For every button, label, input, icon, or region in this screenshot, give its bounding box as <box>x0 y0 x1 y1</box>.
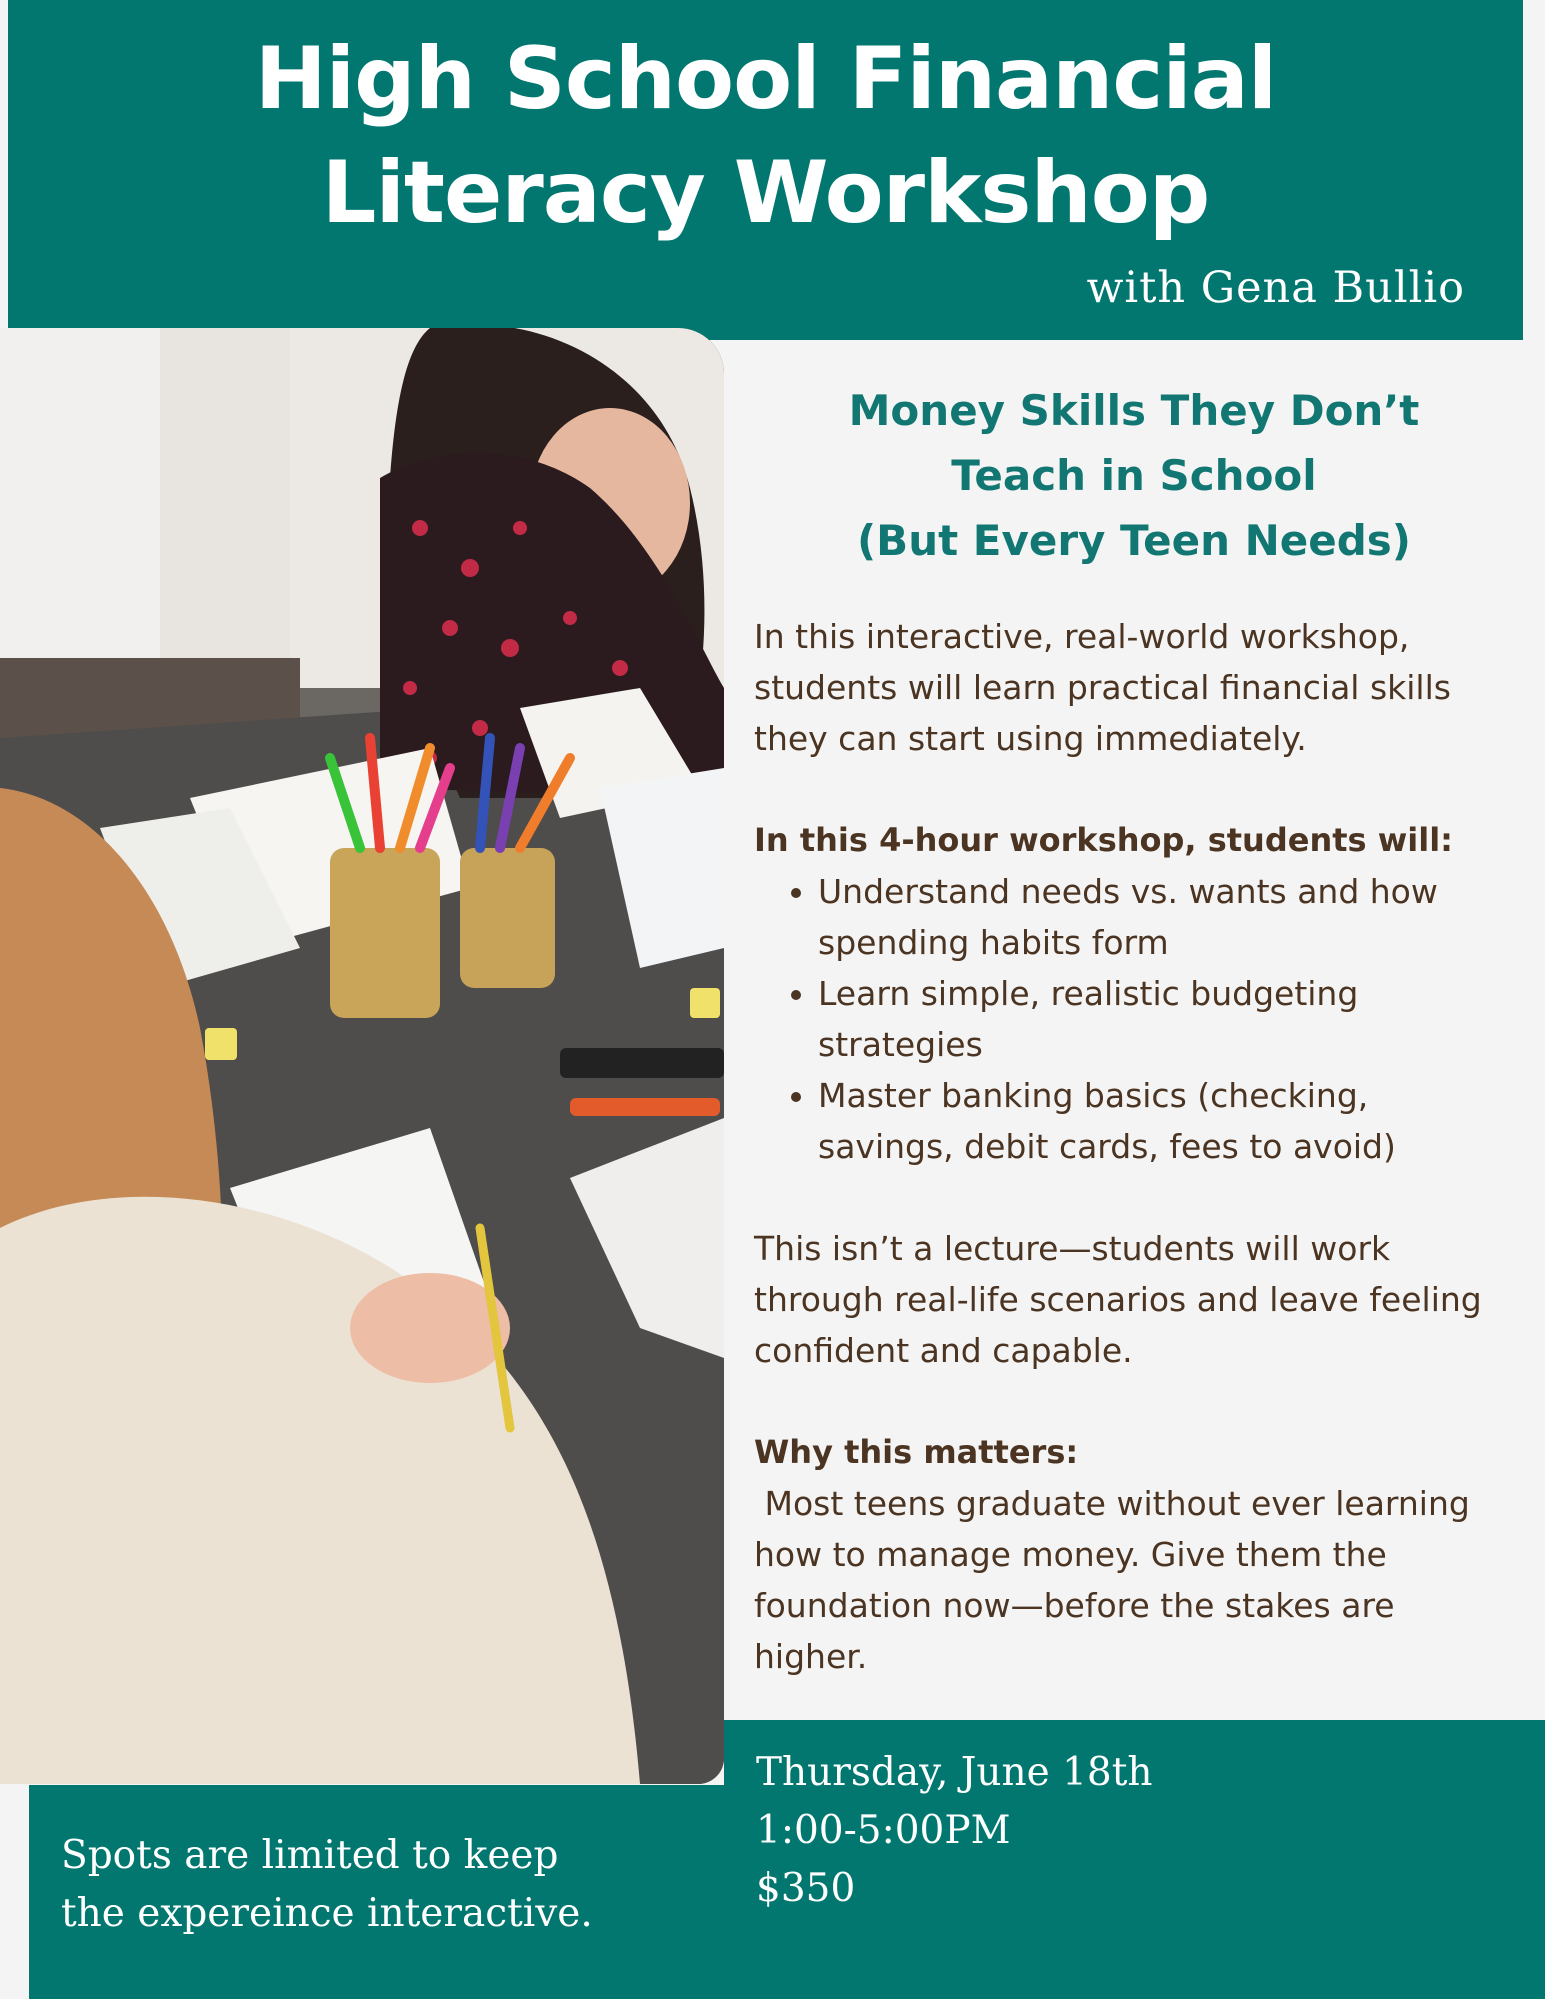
list-item: • Understand needs vs. wants and how spending habits form <box>818 866 1514 968</box>
list-item: • Learn simple, realistic budgeting strategies <box>818 968 1514 1070</box>
lecture-note: This isn’t a lecture—students will work through real-life scenarios and leave feeling confident and capable. <box>754 1229 1482 1370</box>
headline <box>754 378 1514 573</box>
title-line-2: Literacy Workshop <box>321 143 1210 243</box>
workshop-description <box>754 378 1514 1682</box>
why-heading: Why this matters: <box>754 1433 1079 1471</box>
presenter-subtitle: with Gena Bullio <box>1086 263 1465 313</box>
page-title <box>8 22 1523 250</box>
why-text: Most teens graduate without ever learning how to manage money. Give them the foundation now—before the stakes are higher. <box>754 1484 1481 1676</box>
event-time: 1:00-5:00PM <box>756 1808 1011 1853</box>
list-heading: In this 4-hour workshop, students will: <box>754 821 1453 859</box>
event-info <box>756 1744 1153 1918</box>
event-date: Thursday, June 18th <box>756 1750 1153 1795</box>
learning-outcomes-list <box>754 866 1514 1172</box>
limited-spots-text <box>61 1827 701 1943</box>
intro-paragraph: In this interactive, real-world workshop, students will learn practical financial skills they can start using immediately. <box>754 617 1451 758</box>
event-price: $350 <box>756 1866 856 1911</box>
limited-spots-panel <box>29 1785 724 1999</box>
workshop-photo-icon <box>0 328 724 1784</box>
limited-line-2: the expereince interactive. <box>61 1891 593 1936</box>
limited-line-1: Spots are limited to keep <box>61 1833 559 1878</box>
headline-line-3: (But Every Teen Needs) <box>856 516 1412 565</box>
headline-line-2: Teach in School <box>951 451 1317 500</box>
list-item: • Master banking basics (checking, savings, debit cards, fees to avoid) <box>818 1070 1514 1172</box>
event-details-panel <box>724 1720 1545 1999</box>
title-line-1: High School Financial <box>254 29 1277 129</box>
headline-line-1: Money Skills They Don’t <box>848 386 1420 435</box>
workshop-photo <box>0 328 724 1784</box>
